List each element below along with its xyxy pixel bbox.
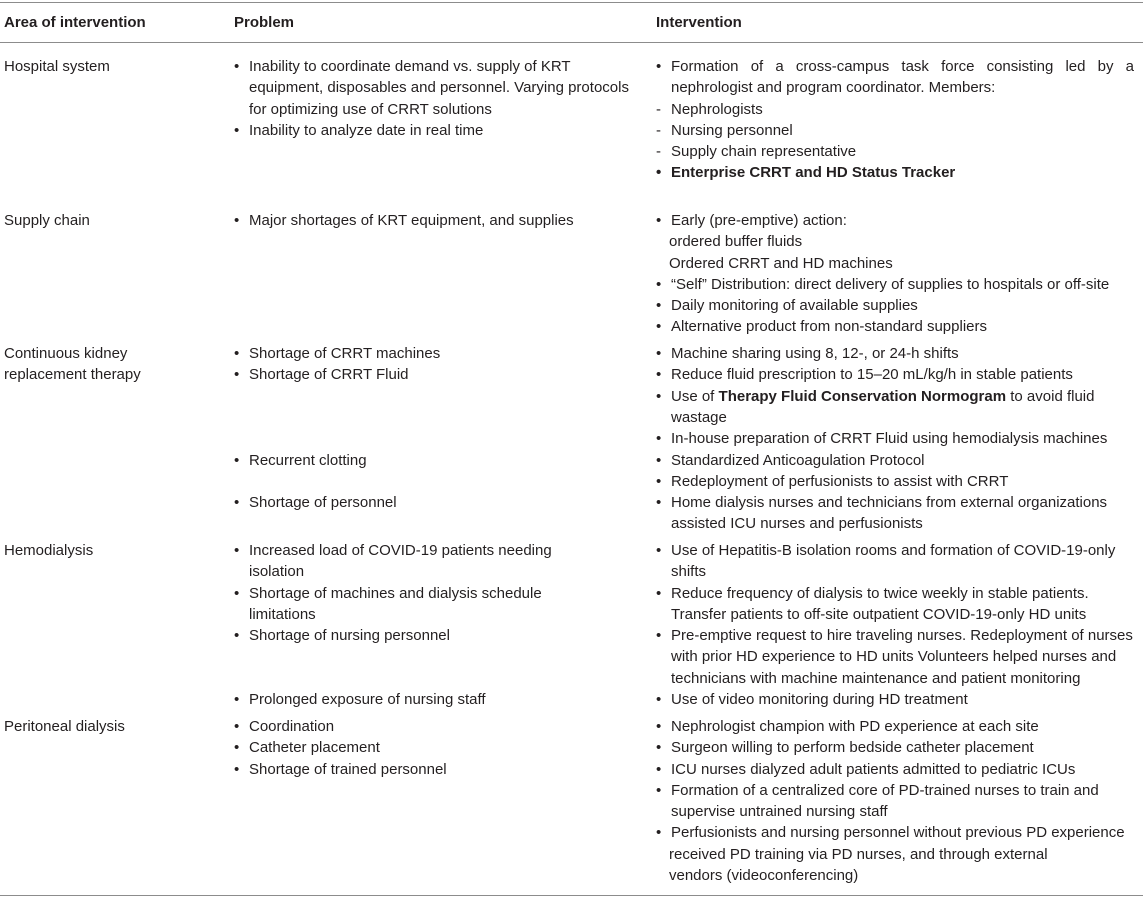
list-item: • Shortage of CRRT Fluid [234,364,630,385]
normogram-name: Therapy Fluid Conservation Normogram [718,387,1007,405]
list-item: • “Self” Distribution: direct delivery of supplies to hospitals or off-site [656,274,1140,295]
interventions-hemodialysis [656,540,1140,689]
header-intervention: Intervention [656,14,742,31]
list-item: • Major shortages of KRT equipment, and supplies [234,210,630,231]
list-item: • Daily monitoring of available supplies [656,295,1140,316]
area-hospital-system: Hospital system [4,58,110,75]
list-item: • Catheter placement [234,737,630,758]
problems-crrt-clotting [234,450,630,471]
list-item: • Machine sharing using 8, 12-, or 24-h shifts [656,343,1140,364]
list-item: • Reduce frequency of dialysis to twice weekly in stable patients. Transfer patients to off-site outpatient COVID-19-only HD units [656,583,1140,626]
list-item: • Formation of a cross-campus task force consisting led by a nephrologist and program coordinator. Members: [656,56,1140,99]
area-hemodialysis: Hemodialysis [4,542,94,559]
list-item: • Prolonged exposure of nursing staff [234,689,630,710]
list-item: - Supply chain representative [656,141,1140,162]
normogram-prefix: Use of [671,387,719,405]
normogram-suffix: to avoid fluid wastage [671,387,1095,426]
list-item: • Recurrent clotting [234,450,630,471]
interventions-peritoneal-dialysis [656,716,1140,886]
list-item: • Standardized Anticoagulation Protocol [656,450,1140,471]
list-item: • ICU nurses dialyzed adult patients admitted to pediatric ICUs [656,759,1140,780]
interventions-crrt-personnel [656,492,1140,535]
table-top-rule [0,2,1143,3]
area-crrt [4,343,222,386]
list-item: • Use of video monitoring during HD treatment [656,689,1140,710]
list-item: • Pre-emptive request to hire traveling nurses. Redeployment of nurses with prior HD experience to HD units Volunteers helped nurses and technicians with machine maintenance and patient monitoring [656,625,1140,689]
area-crrt-line-2: replacement therapy [4,366,141,384]
list-item: • Shortage of machines and dialysis schedule limitations [234,583,569,626]
list-item: • Shortage of nursing personnel [234,625,630,646]
list-item: • Redeployment of perfusionists to assist with CRRT [656,471,1140,492]
table-bottom-rule [0,895,1143,896]
list-item: • Shortage of trained personnel [234,759,630,780]
problems-crrt-machines-fluid [234,343,630,386]
list-item: • Surgeon willing to perform bedside catheter placement [656,737,1140,758]
problems-supply-chain [234,210,630,231]
list-item: • Increased load of COVID-19 patients needing isolation [234,540,569,583]
list-item: • Shortage of CRRT machines [234,343,630,364]
list-item: • Shortage of personnel [234,492,630,513]
area-peritoneal-dialysis: Peritoneal dialysis [4,718,125,735]
problems-hemodialysis [234,540,630,646]
list-item: - Nephrologists [656,99,1140,120]
problems-hemodialysis-exposure [234,689,630,710]
list-item: • Nephrologist champion with PD experience at each site [656,716,1140,737]
interventions-crrt-clotting [656,450,1140,493]
problems-crrt-personnel [234,492,630,513]
problems-hospital-system [234,56,630,141]
list-item: ordered buffer fluids [669,233,803,251]
list-item: • Inability to coordinate demand vs. supply of KRT equipment, disposables and personnel. Varying protocols for optimizing use of CRRT solutions [234,56,630,120]
list-item: Ordered CRRT and HD machines [669,254,893,272]
header-problem: Problem [234,14,295,31]
list-item: - Nursing personnel [656,120,1140,141]
header-rule [0,42,1143,43]
area-crrt-line-1: Continuous kidney [4,345,128,362]
interventions-supply-chain [656,210,1140,338]
list-item: • Perfusionists and nursing personnel without previous PD experience [656,822,1140,843]
problems-peritoneal-dialysis [234,716,630,780]
list-item: • Inability to analyze date in real time [234,120,630,141]
interventions-hemodialysis-exposure [656,689,1140,710]
list-item-continuation: received PD training via PD nurses, and through external [669,845,1048,863]
list-item: • Early (pre-emptive) action: [656,210,1140,231]
list-item: • Coordination [234,716,630,737]
list-item-continuation: vendors (videoconferencing) [669,867,859,885]
list-item: • In-house preparation of CRRT Fluid using hemodialysis machines [656,428,1140,449]
interventions-hospital-system [656,56,1140,184]
area-supply-chain: Supply chain [4,212,90,229]
interventions-crrt [656,343,1140,449]
list-item: • Use of Hepatitis-B isolation rooms and formation of COVID-19-only shifts [656,540,1140,583]
list-item: • Formation of a centralized core of PD-trained nurses to train and supervise untrained nursing staff [656,780,1140,823]
list-item [656,386,1140,429]
list-item: • Alternative product from non-standard suppliers [656,316,1140,337]
header-area: Area of intervention [4,14,146,31]
list-item: • Enterprise CRRT and HD Status Tracker [656,162,1140,183]
list-item: • Home dialysis nurses and technicians from external organizations assisted ICU nurses and perfusionists [656,492,1140,535]
list-item: • Reduce fluid prescription to 15–20 mL/kg/h in stable patients [656,364,1140,385]
